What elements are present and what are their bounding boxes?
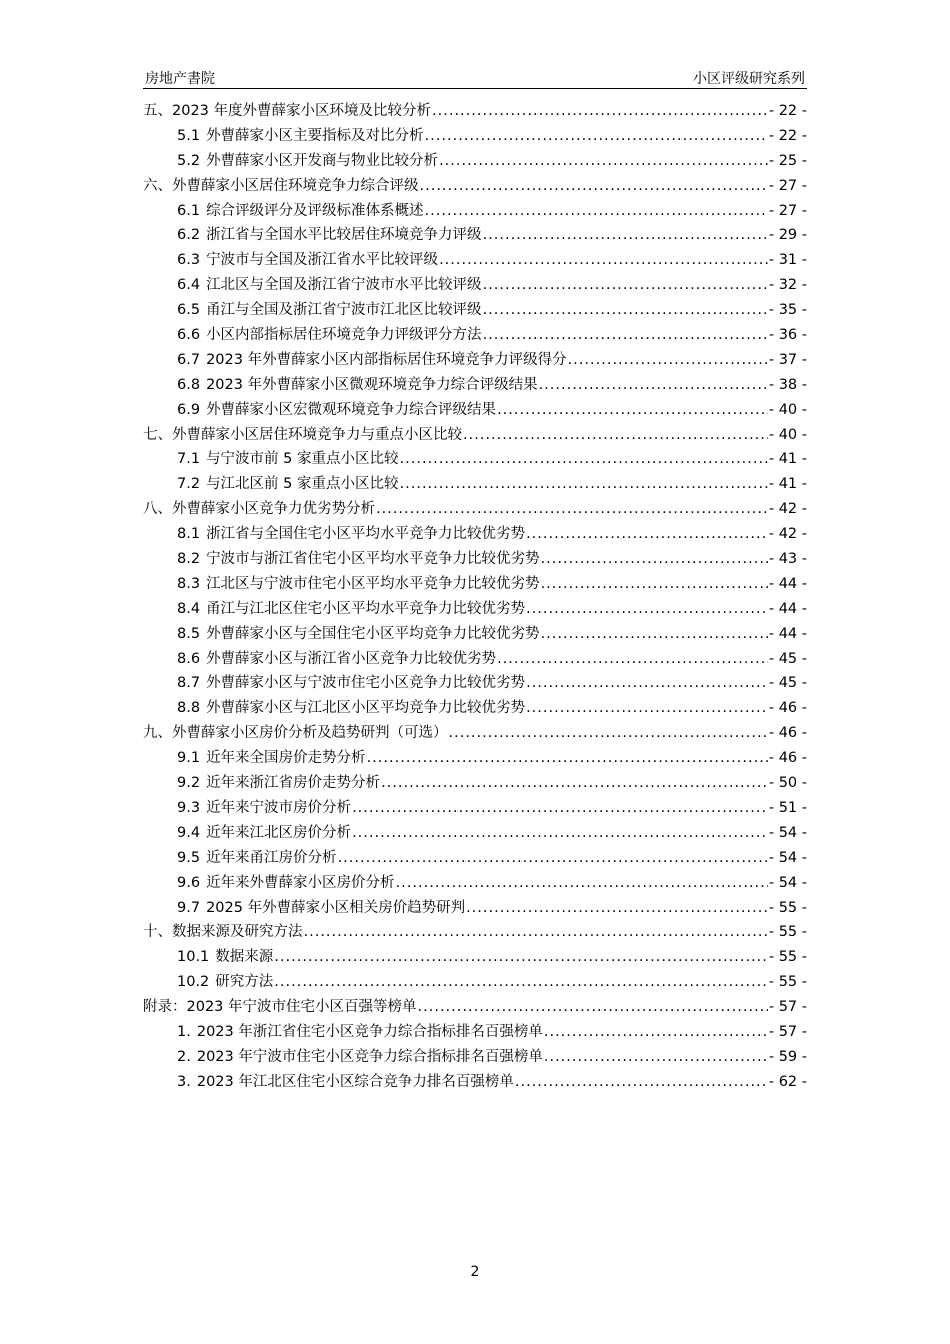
toc-entry-page: - 40 - [768, 401, 807, 418]
toc-entry-label [177, 970, 273, 991]
toc-entry-title: 宁波市与浙江省住宅小区平均水平竞争力比较优劣势 [206, 551, 540, 568]
toc-entry-page: - 57 - [768, 1023, 807, 1040]
toc-entry-title: 近年来甬江房价分析 [206, 849, 337, 866]
toc-dot-leader [338, 850, 768, 866]
toc-entry-page: - 35 - [768, 302, 807, 319]
toc-entry-number: 9.2 [177, 775, 201, 792]
toc-entry-title: 十、数据来源及研究方法 [143, 924, 303, 941]
toc-entry-number: 10.1 [177, 949, 210, 966]
toc-entry-label [177, 1070, 514, 1091]
toc-entry-label [177, 572, 540, 593]
toc-entry-page: - 46 - [768, 725, 807, 742]
toc-entry-number: 8.2 [177, 551, 201, 568]
toc-entry-page: - 55 - [768, 974, 807, 991]
toc-entry-page: - 44 - [768, 600, 807, 617]
toc-entry[interactable] [143, 124, 807, 149]
toc-entry[interactable] [143, 896, 807, 921]
toc-dot-leader [400, 476, 768, 492]
toc-entry-label [177, 821, 351, 842]
toc-entry[interactable] [143, 99, 807, 124]
toc-dot-leader [541, 551, 768, 567]
toc-entry-number: 8.4 [177, 600, 201, 617]
header-series: 小区评级研究系列 [693, 71, 805, 87]
toc-entry-label [143, 721, 448, 742]
toc-entry-number: 9.7 [177, 899, 201, 916]
toc-entry[interactable] [143, 423, 807, 448]
toc-entry-title: 与宁波市前 5 家重点小区比较 [206, 451, 399, 468]
toc-entry[interactable] [143, 472, 807, 497]
toc-entry-label [143, 99, 431, 120]
toc-entry-title: 小区内部指标居住环境竞争力评级评分方法 [206, 327, 482, 344]
toc-entry-page: - 50 - [768, 775, 807, 792]
toc-entry-page: - 25 - [768, 152, 807, 169]
toc-entry-page: - 54 - [768, 824, 807, 841]
toc-entry-page: - 27 - [768, 177, 807, 194]
page-header [143, 66, 807, 89]
toc-entry-label [177, 696, 525, 717]
toc-entry-title: 外曹薛家小区与浙江省小区竞争力比较优劣势 [206, 650, 497, 667]
toc-dot-leader [420, 178, 768, 194]
toc-entry-title: 甬江与全国及浙江省宁波市江北区比较评级 [206, 302, 482, 319]
toc-entry-label [177, 273, 482, 294]
toc-entry-number: 7.1 [177, 451, 201, 468]
toc-entry-label [177, 373, 538, 394]
toc-entry-title: 研究方法 [215, 974, 274, 991]
toc-entry-page: - 45 - [768, 675, 807, 692]
toc-dot-leader [400, 451, 768, 467]
toc-entry-label [177, 248, 438, 269]
toc-entry-title: 2023 年外曹薛家小区微观环境竞争力综合评级结果 [206, 376, 538, 393]
toc-entry-label [177, 199, 424, 220]
toc-entry-title: 近年来宁波市房价分析 [206, 799, 352, 816]
toc-entry-number: 6.5 [177, 302, 201, 319]
toc-entry-title: 外曹薛家小区主要指标及对比分析 [206, 127, 424, 144]
toc-entry-title: 与江北区前 5 家重点小区比较 [206, 476, 399, 493]
toc-dot-leader [541, 576, 768, 592]
toc-dot-leader [304, 924, 768, 940]
toc-entry-page: - 55 - [768, 899, 807, 916]
toc-entry-label [177, 771, 380, 792]
toc-entry-number: 6.7 [177, 351, 201, 368]
toc-entry-label [177, 647, 496, 668]
toc-entry-page: - 31 - [768, 252, 807, 269]
toc-dot-leader [352, 800, 768, 816]
toc-entry-title: 近年来全国房价走势分析 [206, 750, 366, 767]
toc-entry[interactable] [143, 348, 807, 373]
toc-entry-page: - 59 - [768, 1048, 807, 1065]
toc-entry-page: - 43 - [768, 551, 807, 568]
toc-entry-number: 8.6 [177, 650, 201, 667]
toc-entry-page: - 44 - [768, 575, 807, 592]
toc-entry-page: - 55 - [768, 949, 807, 966]
toc-entry-label [143, 423, 462, 444]
toc-entry-label [177, 671, 525, 692]
toc-entry-label [177, 348, 567, 369]
toc-entry-number: 2. [177, 1048, 191, 1065]
toc-entry-title: 综合评级评分及评级标准体系概述 [206, 202, 424, 219]
toc-entry-title: 外曹薛家小区与江北区小区平均竞争力比较优劣势 [206, 700, 526, 717]
toc-entry-page: - 37 - [768, 351, 807, 368]
toc-entry-page: - 42 - [768, 526, 807, 543]
toc-entry-number: 8.1 [177, 526, 201, 543]
toc-dot-leader [396, 875, 768, 891]
toc-dot-leader [274, 974, 768, 990]
toc-entry-page: - 54 - [768, 874, 807, 891]
toc-entry-label [177, 223, 482, 244]
toc-entry-title: 外曹薛家小区宏微观环境竞争力综合评级结果 [206, 401, 497, 418]
toc-entry-label [177, 746, 366, 767]
toc-entry-title: 2023 年江北区住宅小区综合竞争力排名百强榜单 [196, 1073, 514, 1090]
toc-entry-number: 8.7 [177, 675, 201, 692]
toc-entry-label [177, 846, 337, 867]
toc-entry-label [143, 174, 419, 195]
toc-dot-leader [352, 825, 768, 841]
toc-entry-page: - 55 - [768, 924, 807, 941]
toc-entry-page: - 22 - [768, 103, 807, 119]
toc-entry[interactable] [143, 223, 807, 248]
toc-entry-label [177, 323, 482, 344]
toc-entry-number: 5.1 [177, 127, 201, 144]
toc-entry[interactable] [143, 149, 807, 174]
toc-entry-title: 浙江省与全国水平比较居住环境竞争力评级 [206, 227, 482, 244]
toc-entry-title: 九、外曹薛家小区房价分析及趋势研判（可选） [143, 725, 448, 742]
toc-dot-leader [483, 302, 768, 318]
toc-entry[interactable] [143, 821, 807, 846]
toc-entry[interactable] [143, 373, 807, 398]
toc-dot-leader [274, 949, 768, 965]
header-publisher: 房地产書院 [145, 71, 215, 87]
toc-entry-page: - 57 - [768, 999, 807, 1016]
toc-entry-number: 6.4 [177, 277, 201, 294]
toc-entry[interactable] [143, 298, 807, 323]
table-of-contents [143, 99, 807, 1095]
toc-entry-label [177, 1045, 543, 1066]
toc-dot-leader [463, 427, 768, 443]
toc-entry[interactable] [143, 846, 807, 871]
toc-entry-page: - 46 - [768, 700, 807, 717]
toc-entry-number: 9.4 [177, 824, 201, 841]
toc-entry-title: 八、外曹薛家小区竞争力优劣势分析 [143, 501, 375, 518]
toc-entry-number: 8.5 [177, 625, 201, 642]
toc-dot-leader [483, 227, 768, 243]
toc-entry-page: - 41 - [768, 451, 807, 468]
toc-dot-leader [526, 675, 768, 691]
toc-entry-number: 6.6 [177, 327, 201, 344]
toc-dot-leader [544, 1024, 768, 1040]
toc-entry[interactable] [143, 622, 807, 647]
toc-entry-label [177, 472, 399, 493]
toc-dot-leader [376, 501, 768, 517]
toc-entry-number: 9.6 [177, 874, 201, 891]
toc-entry[interactable] [143, 174, 807, 199]
toc-dot-leader [381, 775, 768, 791]
toc-entry-title: 江北区与宁波市住宅小区平均水平竞争力比较优劣势 [206, 575, 540, 592]
toc-dot-leader [466, 900, 768, 916]
toc-entry-page: - 44 - [768, 625, 807, 642]
toc-entry-title: 2023 年宁波市住宅小区竞争力综合指标排名百强榜单 [196, 1048, 543, 1065]
toc-entry-label [177, 447, 399, 468]
toc-entry[interactable] [143, 796, 807, 821]
toc-entry-label [177, 124, 424, 145]
toc-entry[interactable] [143, 696, 807, 721]
toc-entry-label [177, 1020, 543, 1041]
toc-dot-leader [439, 252, 768, 268]
toc-dot-leader [497, 651, 768, 667]
toc-entry-label [177, 896, 465, 917]
toc-entry[interactable] [143, 970, 807, 995]
toc-entry[interactable] [143, 447, 807, 472]
toc-entry-label [177, 871, 395, 892]
toc-entry-label [177, 945, 273, 966]
toc-entry[interactable] [143, 497, 807, 522]
toc-entry-label [177, 149, 438, 170]
toc-entry-page: - 29 - [768, 227, 807, 244]
toc-entry-number: 9.3 [177, 799, 201, 816]
toc-entry-page: - 54 - [768, 849, 807, 866]
toc-dot-leader [526, 700, 768, 716]
toc-dot-leader [425, 128, 768, 144]
toc-entry-title: 甬江与江北区住宅小区平均水平竞争力比较优劣势 [206, 600, 526, 617]
toc-entry-page: - 22 - [768, 127, 807, 144]
toc-entry-page: - 51 - [768, 799, 807, 816]
toc-entry-label [177, 547, 540, 568]
toc-entry-label [143, 497, 375, 518]
toc-entry[interactable] [143, 1020, 807, 1045]
toc-entry-label [177, 597, 525, 618]
toc-entry-page: - 40 - [768, 426, 807, 443]
toc-entry-label [177, 796, 351, 817]
toc-entry-title: 近年来外曹薛家小区房价分析 [206, 874, 395, 891]
toc-entry-title: 数据来源 [215, 949, 274, 966]
toc-entry-title: 2025 年外曹薛家小区相关房价趋势研判 [206, 899, 466, 916]
toc-entry[interactable] [143, 945, 807, 970]
toc-entry-page: - 27 - [768, 202, 807, 219]
toc-entry-title: 江北区与全国及浙江省宁波市水平比较评级 [206, 277, 482, 294]
toc-entry-title: 2023 年外曹薛家小区内部指标居住环境竞争力评级得分 [206, 351, 567, 368]
toc-entry-page: - 41 - [768, 476, 807, 493]
toc-entry-page: - 42 - [768, 501, 807, 518]
toc-entry-page: - 36 - [768, 327, 807, 344]
toc-entry-number: 8.3 [177, 575, 201, 592]
toc-entry[interactable] [143, 721, 807, 746]
toc-dot-leader [526, 526, 768, 542]
toc-dot-leader [515, 1074, 768, 1090]
toc-dot-leader [449, 725, 768, 741]
toc-entry-label [143, 995, 417, 1016]
toc-entry[interactable] [143, 995, 807, 1020]
toc-entry[interactable] [143, 920, 807, 945]
toc-dot-leader [439, 153, 768, 169]
toc-entry-number: 5.2 [177, 152, 201, 169]
toc-dot-leader [483, 277, 768, 293]
toc-entry[interactable] [143, 746, 807, 771]
toc-entry-title: 六、外曹薛家小区居住环境竞争力综合评级 [143, 177, 419, 194]
toc-entry-page: - 46 - [768, 750, 807, 767]
toc-entry[interactable] [143, 248, 807, 273]
toc-entry-title: 外曹薛家小区与全国住宅小区平均竞争力比较优劣势 [206, 625, 540, 642]
toc-entry-page: - 32 - [768, 277, 807, 294]
toc-entry-title: 浙江省与全国住宅小区平均水平竞争力比较优劣势 [206, 526, 526, 543]
toc-dot-leader [541, 626, 768, 642]
toc-entry[interactable] [143, 522, 807, 547]
toc-dot-leader [483, 327, 768, 343]
toc-entry[interactable] [143, 1070, 807, 1095]
toc-entry-number: 6.9 [177, 401, 201, 418]
toc-entry-title: 七、外曹薛家小区居住环境竞争力与重点小区比较 [143, 426, 462, 443]
toc-entry[interactable] [143, 671, 807, 696]
toc-entry-page: - 38 - [768, 376, 807, 393]
toc-dot-leader [568, 352, 768, 368]
toc-entry[interactable] [143, 597, 807, 622]
toc-entry-page: - 45 - [768, 650, 807, 667]
toc-dot-leader [539, 377, 768, 393]
toc-entry-label [177, 522, 525, 543]
toc-entry[interactable] [143, 199, 807, 224]
toc-entry-number: 6.3 [177, 252, 201, 269]
toc-entry[interactable] [143, 871, 807, 896]
toc-entry-number: 10.2 [177, 974, 210, 991]
toc-entry-number: 8.8 [177, 700, 201, 717]
toc-entry-number: 1. [177, 1023, 191, 1040]
toc-dot-leader [432, 103, 768, 119]
toc-entry-number: 6.8 [177, 376, 201, 393]
toc-entry[interactable] [143, 572, 807, 597]
toc-dot-leader [367, 750, 768, 766]
toc-entry-number: 6.1 [177, 202, 201, 219]
toc-entry[interactable] [143, 1045, 807, 1070]
toc-entry-number: 3. [177, 1073, 191, 1090]
toc-entry-label [143, 920, 303, 941]
toc-entry-number: 7.2 [177, 476, 201, 493]
toc-dot-leader [497, 402, 768, 418]
toc-entry-title: 2023 年浙江省住宅小区竞争力综合指标排名百强榜单 [196, 1023, 543, 1040]
toc-entry-title: 外曹薛家小区开发商与物业比较分析 [206, 152, 439, 169]
toc-dot-leader [544, 1049, 768, 1065]
toc-entry[interactable] [143, 647, 807, 672]
toc-entry-title: 附录：2023 年宁波市住宅小区百强等榜单 [143, 999, 417, 1016]
toc-entry-label [177, 622, 540, 643]
toc-dot-leader [526, 601, 768, 617]
toc-entry[interactable] [143, 323, 807, 348]
toc-entry-number: 9.5 [177, 849, 201, 866]
toc-entry-title: 近年来江北区房价分析 [206, 824, 352, 841]
toc-dot-leader [418, 999, 768, 1015]
toc-entry[interactable] [143, 273, 807, 298]
toc-entry[interactable] [143, 547, 807, 572]
toc-entry-label [177, 398, 496, 419]
toc-entry-title: 近年来浙江省房价走势分析 [206, 775, 381, 792]
toc-entry-label [177, 298, 482, 319]
page-number: 2 [470, 1264, 480, 1280]
toc-entry-title: 宁波市与全国及浙江省水平比较评级 [206, 252, 439, 269]
toc-entry[interactable] [143, 771, 807, 796]
toc-entry-page: - 62 - [768, 1073, 807, 1090]
toc-entry[interactable] [143, 398, 807, 423]
toc-entry-number: 9.1 [177, 750, 201, 767]
toc-entry-title: 五、2023 年度外曹薛家小区环境及比较分析 [143, 103, 432, 119]
toc-entry-number: 6.2 [177, 227, 201, 244]
toc-dot-leader [425, 203, 768, 219]
toc-entry-title: 外曹薛家小区与宁波市住宅小区竞争力比较优劣势 [206, 675, 526, 692]
